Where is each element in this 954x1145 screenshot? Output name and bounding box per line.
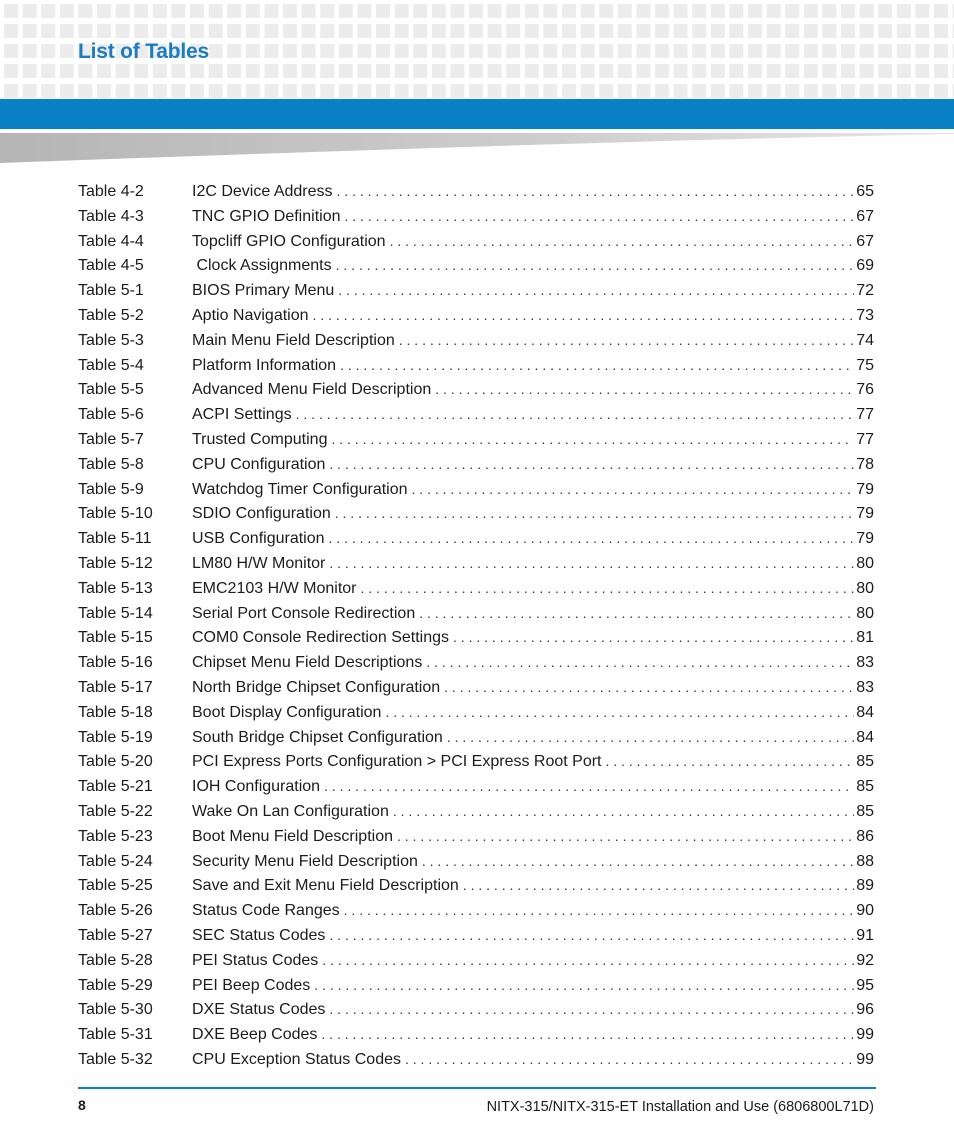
dot-leader [314, 977, 854, 993]
table-title: ACPI Settings [192, 406, 292, 424]
dot-leader [335, 505, 854, 521]
toc-entry[interactable] [78, 1026, 874, 1051]
toc-entry[interactable] [78, 332, 874, 357]
page-number: 85 [856, 778, 874, 796]
dot-leader [313, 307, 855, 323]
table-title: Watchdog Timer Configuration [192, 480, 408, 498]
table-number: Table 5-7 [78, 430, 144, 448]
page-number: 74 [856, 331, 874, 349]
table-number: Table 5-20 [78, 753, 153, 771]
page-number: 80 [856, 604, 874, 622]
dot-leader [606, 753, 855, 769]
header-blue-band [0, 99, 954, 129]
table-number: Table 5-9 [78, 480, 144, 498]
dot-leader [329, 555, 854, 571]
toc-entry[interactable] [78, 778, 874, 803]
dot-leader [426, 654, 854, 670]
toc-entry[interactable] [78, 282, 874, 307]
table-title: Topcliff GPIO Configuration [192, 232, 386, 250]
table-number: Table 5-22 [78, 802, 153, 820]
table-number: Table 5-17 [78, 678, 153, 696]
table-title: USB Configuration [192, 530, 325, 548]
table-title: Boot Menu Field Description [192, 827, 393, 845]
dot-leader [444, 679, 854, 695]
table-number: Table 5-15 [78, 629, 153, 647]
table-number: Table 5-2 [78, 306, 144, 324]
page-number: 65 [856, 183, 874, 200]
toc-entry[interactable] [78, 654, 874, 679]
toc-entry[interactable] [78, 753, 874, 778]
table-title: North Bridge Chipset Configuration [192, 678, 441, 696]
dot-leader [324, 778, 854, 794]
toc-entry[interactable] [78, 307, 874, 332]
table-number: Table 5-5 [78, 381, 144, 399]
table-title: Status Code Ranges [192, 902, 340, 920]
table-number: Table 5-26 [78, 902, 153, 920]
page-number: 84 [856, 728, 874, 746]
table-number: Table 5-6 [78, 406, 144, 424]
table-title: IOH Configuration [192, 778, 321, 796]
table-number: Table 5-18 [78, 703, 153, 721]
toc-entry[interactable] [78, 233, 874, 258]
table-title: Security Menu Field Description [192, 852, 418, 870]
table-number: Table 5-3 [78, 331, 144, 349]
table-number: Table 5-24 [78, 852, 153, 870]
page-number: 67 [856, 207, 874, 225]
table-title: BIOS Primary Menu [192, 282, 335, 300]
header-gray-swoosh [0, 129, 954, 164]
table-number: Table 5-29 [78, 976, 153, 994]
dot-leader [422, 853, 854, 869]
table-number: Table 5-21 [78, 778, 153, 796]
table-title: Clock Assignments [192, 257, 332, 275]
table-number: Table 5-14 [78, 604, 153, 622]
toc-entry[interactable] [78, 406, 874, 431]
page-number: 79 [856, 505, 874, 523]
dot-leader [412, 481, 855, 497]
table-title: CPU Exception Status Codes [192, 1050, 401, 1068]
page-number: 85 [856, 802, 874, 820]
table-number: Table 5-10 [78, 505, 153, 523]
list-of-tables [78, 183, 874, 1076]
dot-leader [447, 729, 854, 745]
table-title: DXE Status Codes [192, 1001, 326, 1019]
dot-leader [329, 530, 855, 546]
toc-entry[interactable] [78, 357, 874, 382]
page-number: 79 [856, 480, 874, 498]
dot-leader [463, 877, 854, 893]
page-number: 77 [856, 430, 874, 448]
table-number: Table 5-27 [78, 926, 153, 944]
dot-leader [338, 282, 854, 298]
toc-entry[interactable] [78, 729, 874, 754]
table-number: Table 5-32 [78, 1050, 153, 1068]
dot-leader [296, 406, 855, 422]
table-number: Table 5-16 [78, 654, 153, 672]
table-title: LM80 H/W Monitor [192, 554, 326, 572]
page-number: 83 [856, 678, 874, 696]
page-number: 85 [856, 753, 874, 771]
page-number: 76 [856, 381, 874, 399]
table-number: Table 4-2 [78, 183, 144, 200]
toc-entry[interactable] [78, 530, 874, 555]
page-number: 91 [856, 926, 874, 944]
footer-document-title: NITX-315/NITX-315-ET Installation and Use (6806800L71D) [486, 1099, 874, 1115]
dot-leader [329, 456, 854, 472]
table-number: Table 5-23 [78, 827, 153, 845]
table-title: Main Menu Field Description [192, 331, 395, 349]
toc-entry[interactable] [78, 257, 874, 282]
toc-entry[interactable] [78, 456, 874, 481]
page-number: 67 [856, 232, 874, 250]
footer-rule [78, 1087, 876, 1089]
table-title: SEC Status Codes [192, 926, 326, 944]
page-number: 88 [856, 852, 874, 870]
table-title: Save and Exit Menu Field Description [192, 877, 459, 895]
dot-leader [405, 1051, 854, 1067]
toc-entry[interactable] [78, 877, 874, 902]
dot-leader [399, 332, 854, 348]
table-title: Platform Information [192, 356, 337, 374]
page-number: 83 [856, 654, 874, 672]
toc-entry[interactable] [78, 803, 874, 828]
table-number: Table 5-11 [78, 530, 152, 548]
page-number: 86 [856, 827, 874, 845]
dot-leader [419, 605, 854, 621]
table-number: Table 5-8 [78, 455, 144, 473]
table-title: EMC2103 H/W Monitor [192, 579, 357, 597]
page-title: List of Tables [78, 40, 209, 63]
table-title: Chipset Menu Field Descriptions [192, 654, 423, 672]
table-title: South Bridge Chipset Configuration [192, 728, 443, 746]
table-title: Serial Port Console Redirection [192, 604, 416, 622]
page-number: 92 [856, 951, 874, 969]
dot-leader [329, 927, 854, 943]
toc-entry[interactable] [78, 481, 874, 506]
table-number: Table 5-19 [78, 728, 153, 746]
table-number: Table 4-3 [78, 207, 144, 225]
toc-entry[interactable] [78, 952, 874, 977]
page-number: 84 [856, 703, 874, 721]
table-title: CPU Configuration [192, 455, 326, 473]
dot-leader [397, 828, 854, 844]
page-number: 96 [856, 1001, 874, 1019]
toc-entry[interactable] [78, 629, 874, 654]
toc-entry[interactable] [78, 505, 874, 530]
page-number: 90 [856, 902, 874, 920]
dot-leader [322, 952, 854, 968]
table-title: Wake On Lan Configuration [192, 802, 389, 820]
dot-leader [393, 803, 854, 819]
table-title: I2C Device Address [192, 183, 333, 200]
dot-leader [321, 1026, 854, 1042]
dot-leader [361, 580, 855, 596]
dot-leader [337, 183, 855, 199]
toc-entry[interactable] [78, 902, 874, 927]
dot-leader [453, 629, 854, 645]
table-number: Table 4-4 [78, 232, 144, 250]
toc-entry[interactable] [78, 183, 874, 208]
toc-entry[interactable] [78, 431, 874, 456]
table-title: Boot Display Configuration [192, 703, 382, 721]
table-title: PEI Status Codes [192, 951, 319, 969]
toc-entry[interactable] [78, 704, 874, 729]
dot-leader [390, 233, 855, 249]
toc-entry[interactable] [78, 679, 874, 704]
table-title: COM0 Console Redirection Settings [192, 629, 450, 647]
table-title: DXE Beep Codes [192, 1026, 318, 1044]
table-number: Table 5-1 [78, 282, 144, 300]
toc-entry[interactable] [78, 977, 874, 1002]
dot-leader [331, 431, 854, 447]
page-number: 75 [856, 356, 874, 374]
page-number: 89 [856, 877, 874, 895]
page-number: 77 [856, 406, 874, 424]
toc-entry[interactable] [78, 580, 874, 605]
toc-entry[interactable] [78, 381, 874, 406]
dot-leader [344, 208, 854, 224]
toc-entry[interactable] [78, 1001, 874, 1026]
page-number: 81 [856, 629, 874, 647]
toc-entry[interactable] [78, 605, 874, 630]
table-title: PCI Express Ports Configuration > PCI Express Root Port [192, 753, 602, 771]
table-number: Table 5-12 [78, 554, 153, 572]
table-title: PEI Beep Codes [192, 976, 311, 994]
table-number: Table 4-5 [78, 257, 144, 275]
page-number: 99 [856, 1026, 874, 1044]
page-number: 99 [856, 1050, 874, 1068]
page-number: 72 [856, 282, 874, 300]
dot-leader [344, 902, 855, 918]
page-number: 80 [856, 554, 874, 572]
page-number: 95 [856, 976, 874, 994]
table-title: Advanced Menu Field Description [192, 381, 432, 399]
table-title: Trusted Computing [192, 430, 328, 448]
table-number: Table 5-31 [78, 1026, 153, 1044]
table-title: TNC GPIO Definition [192, 207, 341, 225]
table-number: Table 5-13 [78, 579, 153, 597]
dot-leader [329, 1001, 854, 1017]
toc-entry[interactable] [78, 828, 874, 853]
dot-leader [336, 257, 855, 273]
footer-page-number: 8 [78, 1097, 86, 1113]
table-title: Aptio Navigation [192, 306, 309, 324]
table-number: Table 5-30 [78, 1001, 153, 1019]
table-title: SDIO Configuration [192, 505, 331, 523]
toc-entry[interactable] [78, 927, 874, 952]
toc-entry[interactable] [78, 853, 874, 878]
dot-leader [385, 704, 854, 720]
page-number: 69 [856, 257, 874, 275]
table-number: Table 5-28 [78, 951, 153, 969]
page-number: 80 [856, 579, 874, 597]
toc-entry[interactable] [78, 555, 874, 580]
page-number: 73 [856, 306, 874, 324]
dot-leader [340, 357, 854, 373]
table-number: Table 5-25 [78, 877, 153, 895]
page-number: 78 [856, 455, 874, 473]
page-number: 79 [856, 530, 874, 548]
table-number: Table 5-4 [78, 356, 144, 374]
toc-entry[interactable] [78, 208, 874, 233]
toc-entry[interactable] [78, 1051, 874, 1076]
dot-leader [435, 381, 854, 397]
